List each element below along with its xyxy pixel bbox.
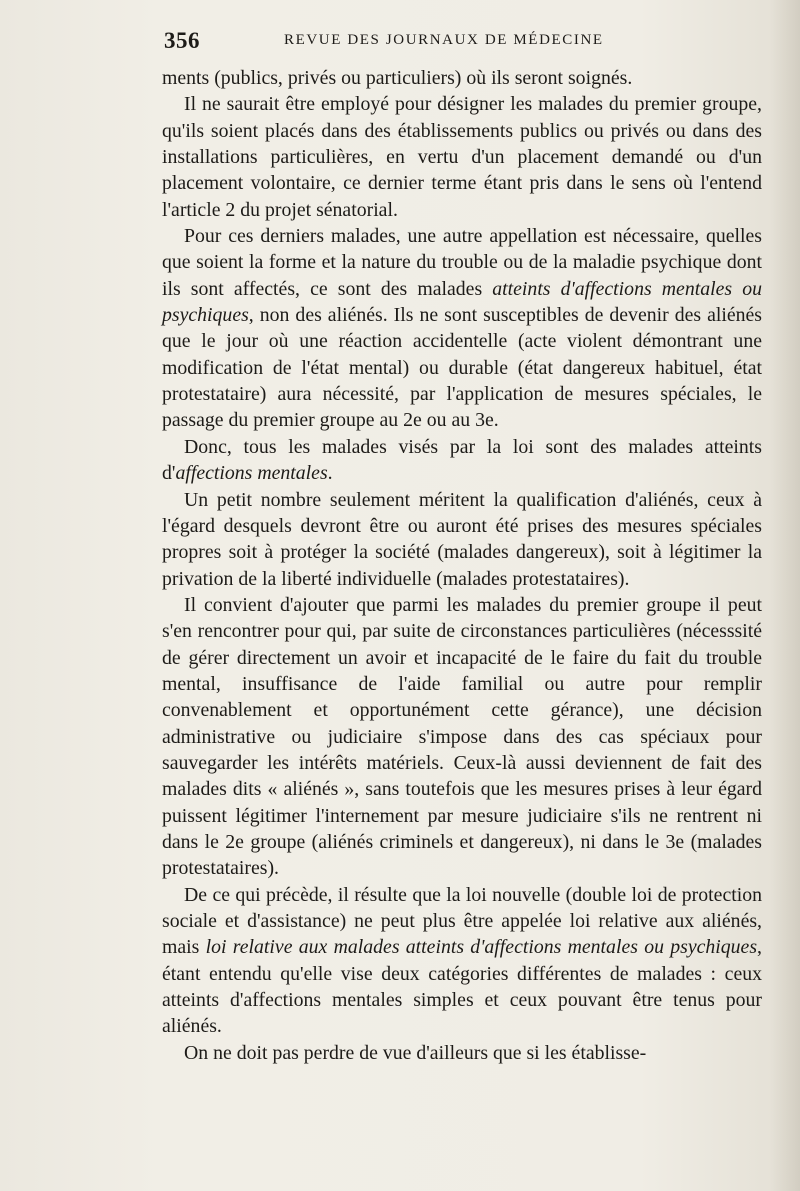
- paragraph: [162, 91, 762, 223]
- text-run: Un petit nombre seulement méritent la qualification d'aliénés, ceux à l'égard desquels devront être ou auront été prises des mesures spéciales propres soit à protéger la société (malades dangereux), soit à légitimer la privation de la liberté individuelle (malades protestataires).: [162, 488, 762, 590]
- text-run: , non des aliénés. Ils ne sont susceptibles de devenir des aliénés que le jour où une réaction accidentelle (acte violent démontrant une modification de l'état mental) ou durable (état dangereux habituel, état protestataire) aura nécessité, par l'application de mesures spéciales, le passage du premier groupe au 2e ou au 3e.: [162, 304, 762, 432]
- paragraph: [162, 65, 762, 91]
- text-run: .: [327, 462, 333, 485]
- page-edge-shadow: [770, 0, 800, 1191]
- page-number: 356: [164, 28, 200, 53]
- body-text: [162, 65, 762, 1066]
- running-title: REVUE DES JOURNAUX DE MÉDECINE: [284, 32, 604, 48]
- text-run: Donc, tous les malades visés par la loi sont des malades atteints d': [162, 435, 762, 485]
- text-run: De ce qui précède, il résulte que la loi nouvelle (double loi de protection sociale et d'assistance) ne peut plus être appelée loi relative aux aliénés, mais: [162, 883, 762, 959]
- page-header: [164, 28, 760, 56]
- text-run: Il convient d'ajouter que parmi les malades du premier groupe il peut s'en rencontrer pour qui, par suite de circonstances particulières (nécesssité de gérer directement un avoir et incapacité de le faire du fait du trouble mental, insuffisance de l'aide familial ou autre pour remplir convenablement et opportunément cette gérance), une décision administrative ou judiciaire s'impose dans des cas spéciaux pour sauvegarder les intérêts matériels. Ceux-là aussi deviennent de fait des malades dits « aliénés », sans toutefois que les mesures prises à leur égard puissent légitimer l'internement par mesure judiciaire s'ils ne rentrent ni dans le 2e groupe (aliénés criminels et dangereux), ni dans le 3e (malades protestataires).: [162, 593, 762, 880]
- italic-text: affections mentales: [175, 462, 328, 485]
- text-run: On ne doit pas perdre de vue d'ailleurs que si les établisse-: [184, 1041, 647, 1064]
- text-run: Pour ces derniers malades, une autre appellation est nécessaire, quelles que soient la forme et la nature du trouble ou de la maladie psychique dont ils sont affectés, ce sont des malades: [162, 225, 762, 300]
- text-run: , étant entendu qu'elle vise deux catégories différentes de malades : ceux atteints d'affections mentales simples et ceux pouvant être tenus pour aliénés.: [162, 936, 762, 1038]
- paragraph: [162, 1040, 762, 1066]
- paragraph: [162, 592, 762, 882]
- italic-text: atteints d'affections mentales ou psychiques: [162, 277, 762, 327]
- paragraph: [162, 434, 762, 487]
- paragraph: [162, 487, 762, 592]
- italic-text: loi relative aux malades atteints d'affections mentales ou psychiques: [205, 936, 758, 959]
- text-run: ments (publics, privés ou particuliers) où ils seront soignés.: [162, 67, 633, 89]
- text-run: Il ne saurait être employé pour désigner les malades du premier groupe, qu'ils soient placés dans des établissements publics ou privés ou dans des installations particulières, en vertu d'un placement demandé ou d'un placement volontaire, ce dernier terme étant pris dans le sens où l'entend l'article 2 du projet sénatorial.: [162, 93, 762, 221]
- paragraph: [162, 882, 762, 1040]
- paragraph: [162, 223, 762, 434]
